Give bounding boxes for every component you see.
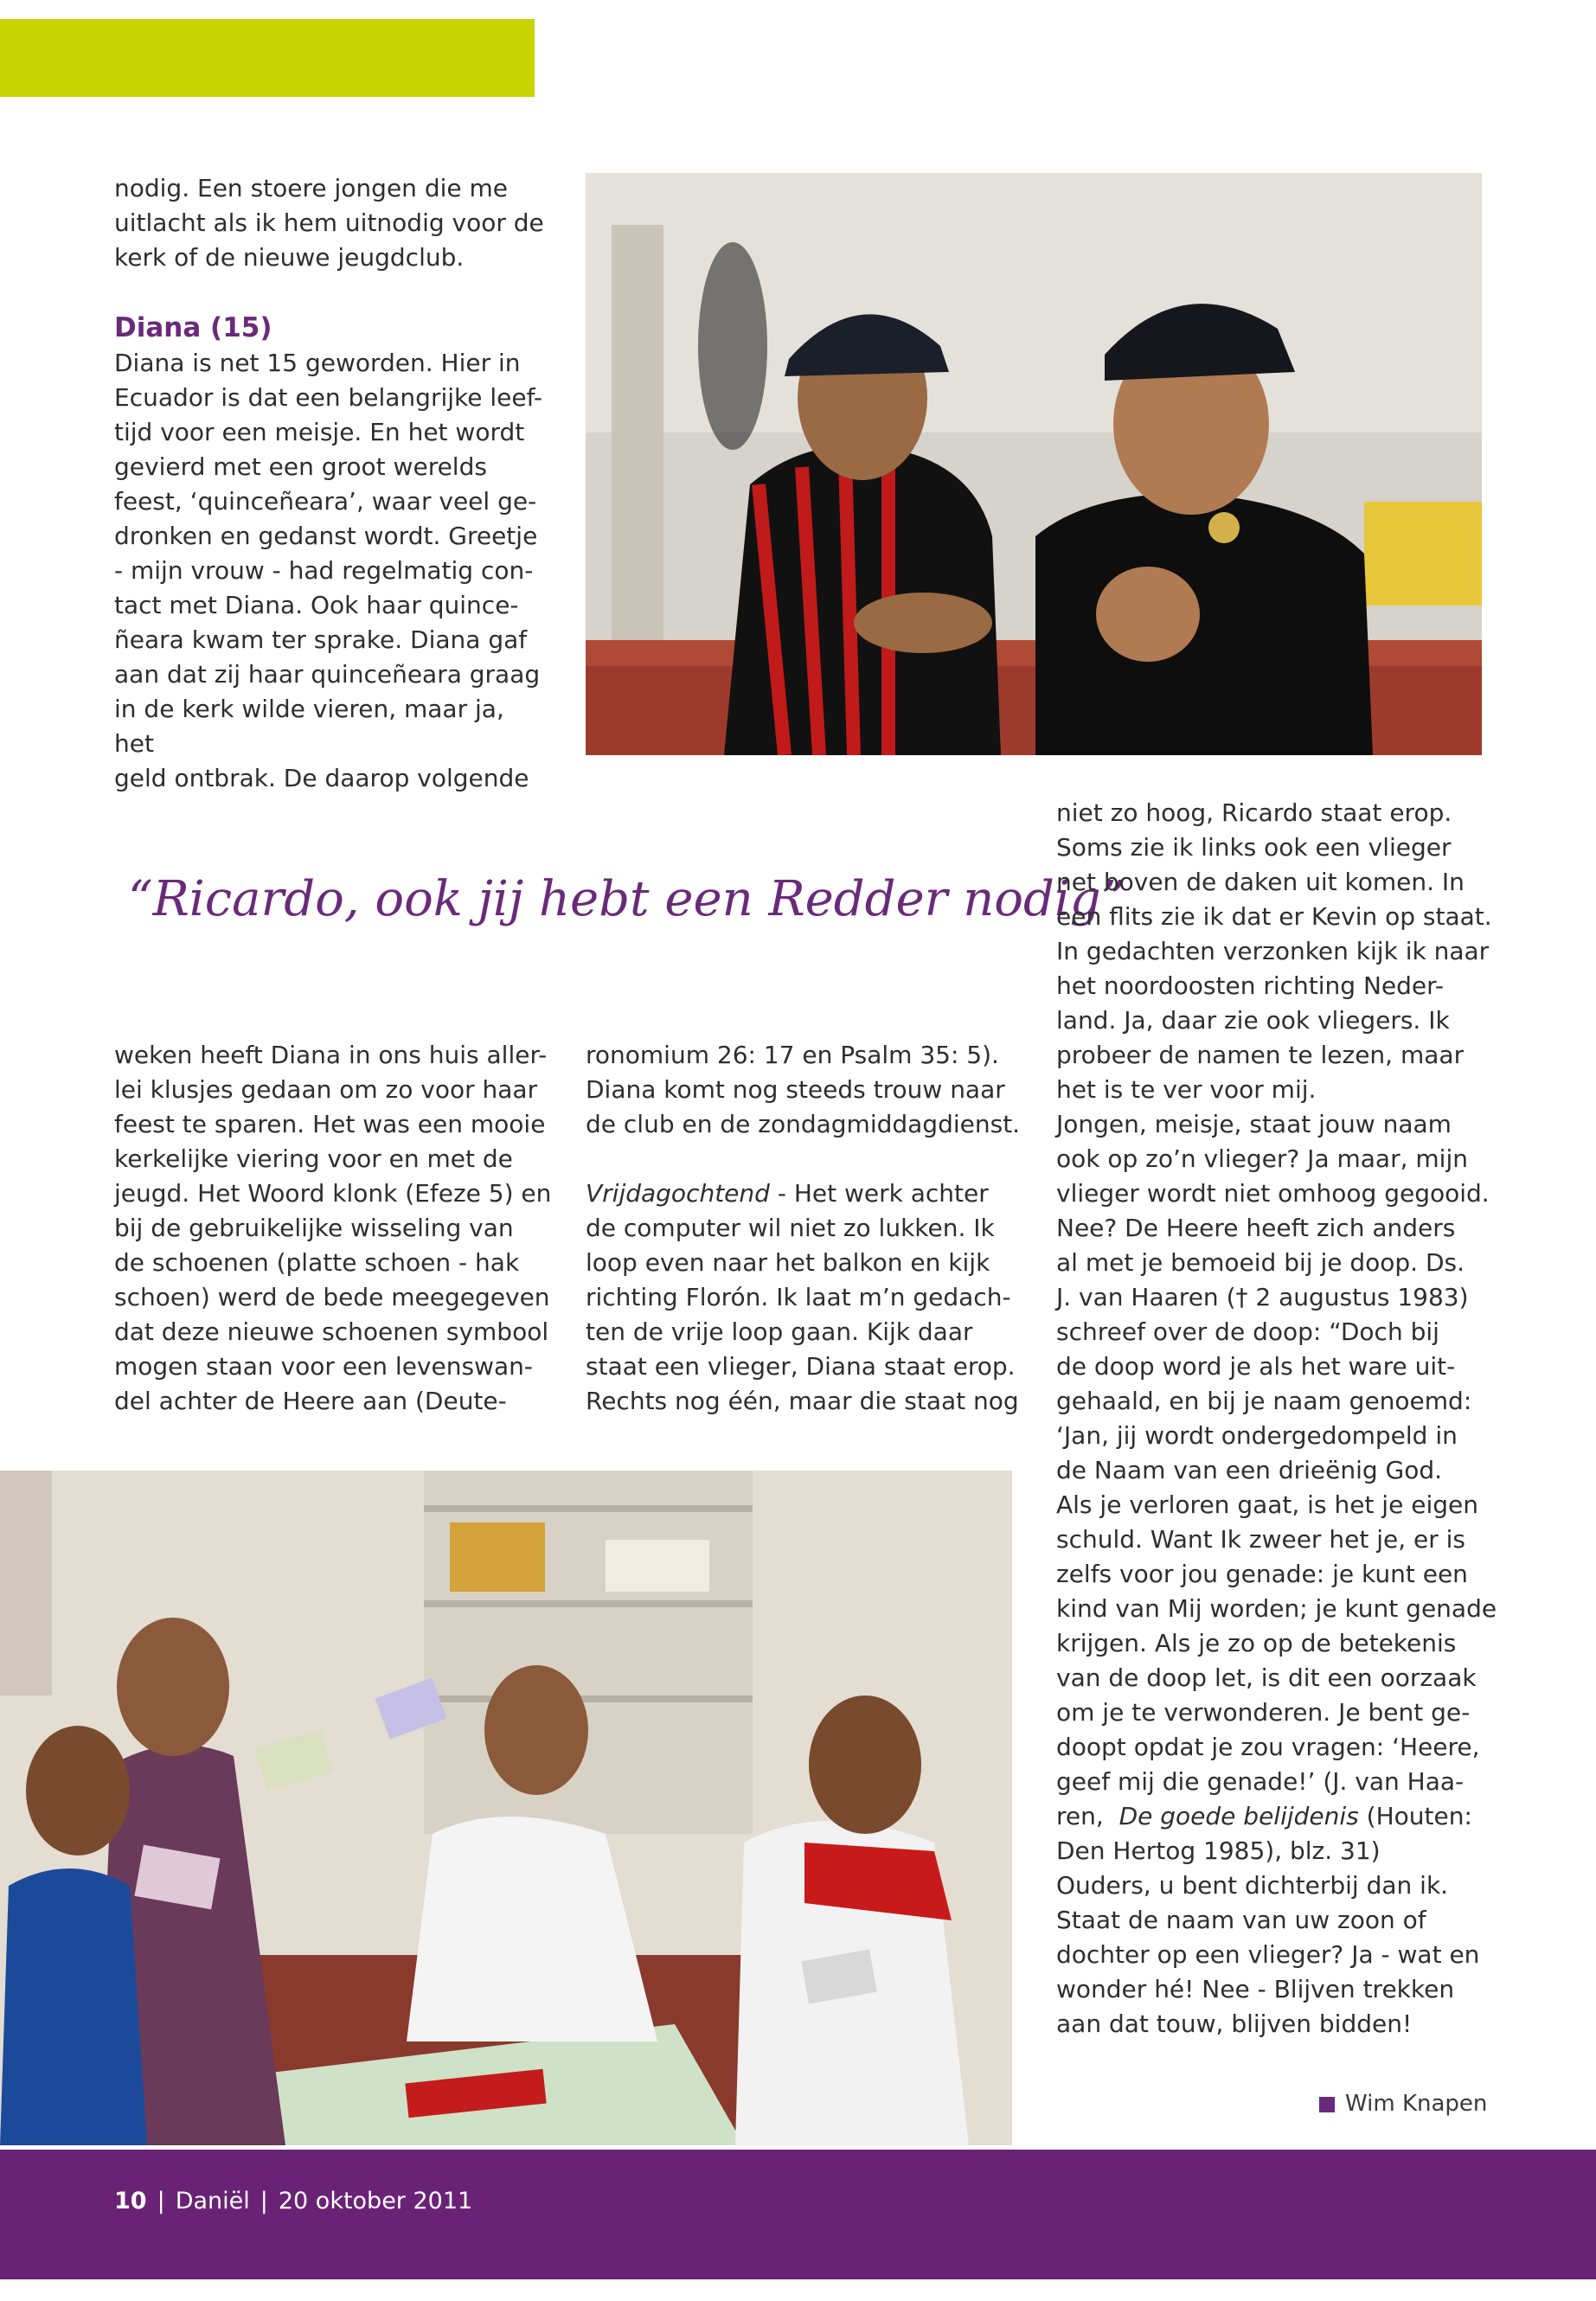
text-line: Ecuador is dat een belangrijke leef- [114, 383, 543, 412]
text-line: Als je verloren gaat, is het je eigen [1056, 1490, 1478, 1519]
text-line: schreef over de doop: “Doch bij [1056, 1317, 1439, 1346]
separator: | [157, 2188, 165, 2214]
text-line: jeugd. Het Woord klonk (Efeze 5) en [114, 1179, 552, 1208]
text-line: ten de vrije loop gaan. Kijk daar [586, 1317, 973, 1346]
accent-tab [0, 19, 535, 97]
column-2 [586, 1038, 1035, 1419]
author-credit [1319, 2089, 1487, 2118]
text-line: niet zo hoog, Ricardo staat erop. [1056, 798, 1452, 827]
text-line: dronken en gedanst wordt. Greetje [114, 522, 538, 550]
text-line: feest, ‘quinceñeara’, waar veel ge- [114, 487, 537, 516]
text-line: mogen staan voor een levenswan- [114, 1352, 533, 1381]
pull-quote: “Ricardo, ook jij hebt een Redder nodig” [128, 871, 1126, 927]
text-line: richting Florón. Ik laat m’n gedach- [586, 1283, 1011, 1311]
text-line: staat een vlieger, Diana staat erop. [586, 1352, 1016, 1381]
text-line: het is te ver voor mij. [1056, 1075, 1317, 1104]
text-line: Diana is net 15 geworden. Hier in [114, 349, 521, 377]
text-line: Rechts nog één, maar die staat nog [586, 1387, 1019, 1415]
text-line: de club en de zondagmiddagdienst. [586, 1110, 1021, 1138]
text-line: schuld. Want Ik zweer het je, er is [1056, 1525, 1466, 1554]
text-line: weken heeft Diana in ons huis aller- [114, 1041, 548, 1069]
text-line: geld ontbrak. De daarop volgende [114, 764, 529, 792]
text-line: Diana komt nog steeds trouw naar [586, 1075, 1005, 1104]
text-line: net boven de daken uit komen. In [1056, 868, 1465, 896]
column-1-top [114, 171, 547, 796]
text-line: bij de gebruikelijke wisseling van [114, 1214, 514, 1242]
text-line [586, 1176, 1035, 1211]
text-line: Nee? De Heere heeft zich anders [1056, 1214, 1456, 1242]
text-line: zelfs voor jou genade: je kunt een [1056, 1560, 1468, 1588]
text-line: land. Ja, daar zie ook vliegers. Ik [1056, 1006, 1450, 1035]
text-line: krijgen. Als je zo op de betekenis [1056, 1629, 1457, 1657]
text-line: ook op zo’n vlieger? Ja maar, mijn [1056, 1144, 1468, 1173]
text-line: kerk of de nieuwe jeugdclub. [114, 243, 465, 272]
text-line: de Naam van een drieënig God. [1056, 1456, 1443, 1484]
text-line: ronomium 26: 17 en Psalm 35: 5). [586, 1041, 999, 1069]
text-line: Jongen, meisje, staat jouw naam [1056, 1110, 1452, 1138]
book-title: De goede belijdenis [1118, 1802, 1359, 1830]
text-line: loop even naar het balkon en kijk [586, 1248, 990, 1277]
text-line: del achter de Heere aan (Deute- [114, 1387, 507, 1415]
issue-date: 20 oktober 2011 [278, 2188, 473, 2214]
text-line: een flits zie ik dat er Kevin op staat. [1056, 902, 1492, 931]
author-name: Wim Knapen [1345, 2091, 1488, 2117]
column-3 [1056, 796, 1506, 2041]
text-line: tact met Diana. Ook haar quince- [114, 591, 519, 619]
text-fragment: ren, [1056, 1802, 1119, 1830]
text-line: In gedachten verzonken kijk ik naar [1056, 937, 1490, 965]
text-line: wonder hé! Nee - Blijven trekken [1056, 1975, 1455, 2003]
text-line [1056, 1799, 1506, 1834]
bullet-square-icon [1319, 2097, 1335, 2112]
text-line: om je te verwonderen. Je bent ge- [1056, 1698, 1471, 1727]
text-line: Staat de naam van uw zoon of [1056, 1906, 1426, 1934]
text-line: vlieger wordt niet omhoog gegooid. [1056, 1179, 1490, 1208]
text-line: het noordoosten richting Neder- [1056, 971, 1444, 1000]
text-line: al met je bemoeid bij je doop. Ds. [1056, 1248, 1465, 1277]
text-line: - mijn vrouw - had regelmatig con- [114, 556, 534, 585]
text-line: J. van Haaren († 2 augustus 1983) [1056, 1283, 1469, 1311]
text-line: gehaald, en bij je naam genoemd: [1056, 1387, 1472, 1415]
text-line: de doop word je als het ware uit- [1056, 1352, 1456, 1381]
text-fragment: (Houten: [1358, 1802, 1472, 1830]
text-line: ñeara kwam ter sprake. Diana gaf [114, 625, 528, 654]
footer [114, 2184, 472, 2219]
text-line: nodig. Een stoere jongen die me [114, 174, 508, 202]
text-line: probeer de namen te lezen, maar [1056, 1041, 1465, 1069]
magazine-name: Daniël [175, 2188, 250, 2214]
text-line: ‘Jan, jij wordt ondergedompeld in [1056, 1421, 1458, 1450]
text-line: van de doop let, is dit een oorzaak [1056, 1663, 1477, 1692]
page-number: 10 [114, 2188, 147, 2214]
text-line: lei klusjes gedaan om zo voor haar [114, 1075, 538, 1104]
text-line: dochter op een vlieger? Ja - wat en [1056, 1940, 1480, 1969]
text-line: feest te sparen. Het was een mooie [114, 1110, 546, 1138]
text-line: doopt opdat je zou vragen: ‘Heere, [1056, 1733, 1480, 1761]
text-line: de schoenen (platte schoen - hak [114, 1248, 520, 1277]
separator: | [260, 2188, 268, 2214]
text-fragment: - Het werk achter [769, 1179, 989, 1208]
photo-monopoly-game [0, 1471, 1012, 2145]
text-line: geef mij die genade!’ (J. van Haa- [1056, 1767, 1465, 1796]
photo-two-boys [586, 173, 1482, 755]
text-line: schoen) werd de bede meegegeven [114, 1283, 550, 1311]
text-line: kerkelijke viering voor en met de [114, 1144, 513, 1173]
text-line: dat deze nieuwe schoenen symbool [114, 1317, 549, 1346]
text-line: uitlacht als ik hem uitnodig voor de [114, 208, 544, 237]
text-line: in de kerk wilde vieren, maar ja, het [114, 695, 504, 758]
text-line: aan dat touw, blijven bidden! [1056, 2009, 1413, 2038]
section-heading: Diana (15) [114, 312, 272, 343]
text-line: kind van Mij worden; je kunt genade [1056, 1594, 1497, 1623]
text-line: tijd voor een meisje. En het wordt [114, 418, 525, 446]
text-line: aan dat zij haar quinceñeara graag [114, 660, 541, 689]
text-line: Den Hertog 1985), blz. 31) [1056, 1836, 1381, 1865]
dateline: Vrijdagochtend [586, 1179, 770, 1208]
column-1-bottom [114, 1038, 564, 1419]
text-line: gevierd met een groot werelds [114, 452, 487, 481]
text-line: Ouders, u bent dichterbij dan ik. [1056, 1871, 1449, 1900]
text-line: Soms zie ik links ook een vlieger [1056, 833, 1452, 862]
text-line: de computer wil niet zo lukken. Ik [586, 1214, 995, 1242]
